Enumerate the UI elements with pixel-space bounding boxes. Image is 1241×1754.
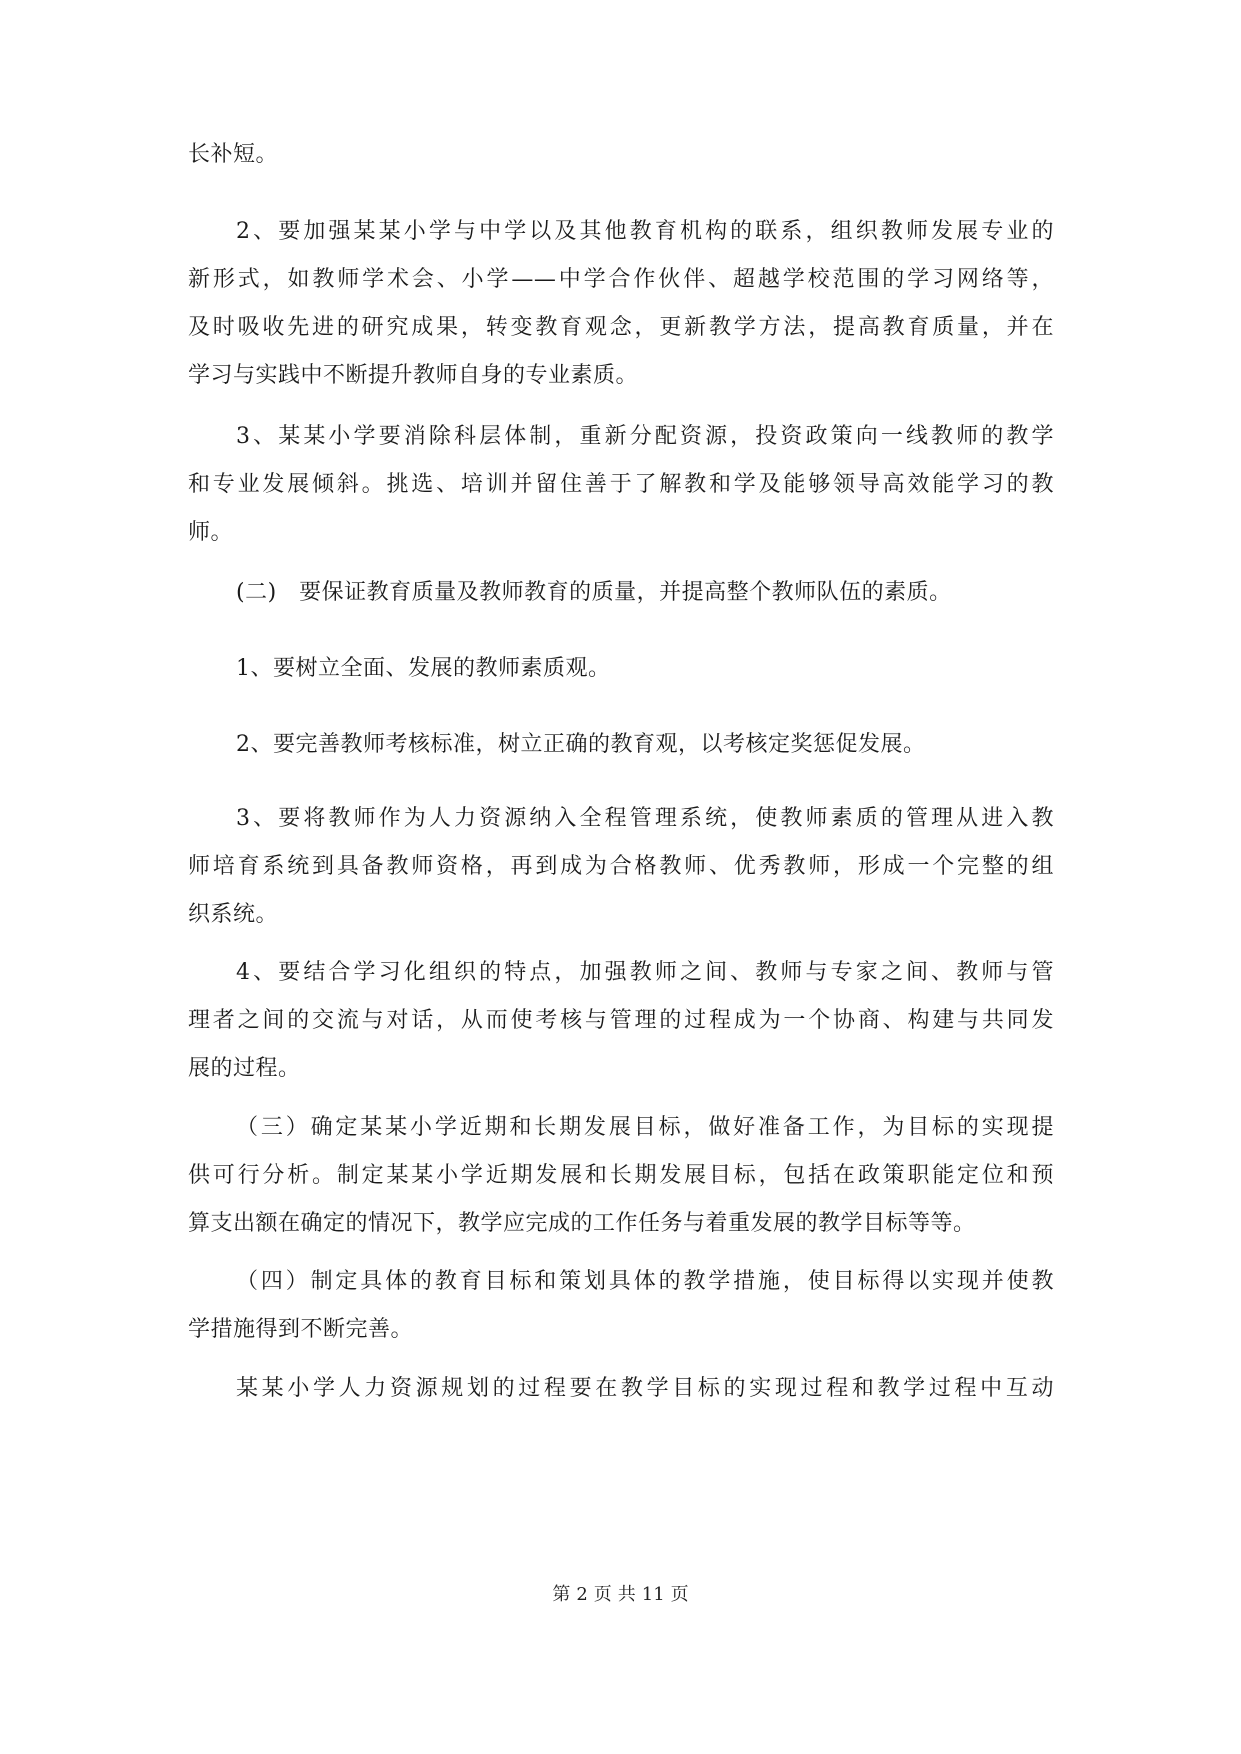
paragraph-continuation [188, 131, 1054, 179]
paragraph-item-2-assessment [188, 721, 1054, 769]
section-heading-2 [188, 569, 1054, 617]
paragraph-line: 及时吸收先进的研究成果，转变教育观念，更新教学方法，提高教育质量，并在 [188, 315, 1054, 340]
paragraph-item-3-management [188, 795, 1054, 939]
paragraph-line: （四）制定具体的教育目标和策划具体的教学措施，使目标得以实现并使教 [236, 1269, 1054, 1294]
paragraph-item-3-bureaucracy [188, 413, 1054, 557]
paragraph-line: 学习与实践中不断提升教师自身的专业素质。 [188, 363, 639, 388]
paragraph-line: 和专业发展倾斜。挑选、培训并留住善于了解教和学及能够领导高效能学习的教 [188, 472, 1054, 497]
paragraph-line: 学措施得到不断完善。 [188, 1317, 414, 1342]
paragraph-line: 3、某某小学要消除科层体制，重新分配资源，投资政策向一线教师的教学 [236, 424, 1054, 449]
section-heading-4 [188, 1258, 1054, 1354]
paragraph-item-1-quality-view [188, 645, 1054, 693]
paragraph-line: 新形式，如教师学术会、小学——中学合作伙伴、超越学校范围的学习网络等， [188, 267, 1054, 292]
paragraph-line: 2、要加强某某小学与中学以及其他教育机构的联系，组织教师发展专业的 [236, 219, 1054, 244]
paragraph-line: 师。 [188, 520, 234, 545]
paragraph-line: 供可行分析。制定某某小学近期发展和长期发展目标，包括在政策职能定位和预 [188, 1163, 1054, 1188]
paragraph-line: 师培育系统到具备教师资格，再到成为合格教师、优秀教师，形成一个完整的组 [188, 854, 1054, 879]
paragraph-line: 展的过程。 [188, 1056, 301, 1081]
paragraph-hr-planning [188, 1365, 1054, 1413]
paragraph-line: 长补短。 [188, 142, 279, 167]
footer-suffix: 页 [670, 1584, 689, 1605]
paragraph-item-2-contact [188, 208, 1054, 400]
footer-total-word: 共 [617, 1584, 636, 1605]
paragraph-line: 算支出额在确定的情况下，教学应完成的工作任务与着重发展的教学目标等等。 [188, 1211, 976, 1236]
paragraph-line: (二) 要保证教育质量及教师教育的质量，并提高整个教师队伍的素质。 [236, 580, 952, 605]
footer-prefix: 第 [552, 1584, 571, 1605]
paragraph-line: 4、要结合学习化组织的特点，加强教师之间、教师与专家之间、教师与管 [236, 960, 1054, 985]
footer-page-word: 页 [593, 1584, 612, 1605]
paragraph-line: （三）确定某某小学近期和长期发展目标，做好准备工作，为目标的实现提 [236, 1115, 1054, 1140]
footer-total-pages: 11 [641, 1584, 665, 1605]
section-heading-3 [188, 1104, 1054, 1248]
paragraph-item-4-learning-org [188, 949, 1054, 1093]
footer-current-page: 2 [576, 1584, 588, 1605]
page-footer [0, 1583, 1241, 1607]
paragraph-line: 织系统。 [188, 902, 279, 927]
paragraph-line: 1、要树立全面、发展的教师素质观。 [236, 656, 611, 681]
paragraph-line: 理者之间的交流与对话，从而使考核与管理的过程成为一个协商、构建与共同发 [188, 1008, 1054, 1033]
paragraph-line: 3、要将教师作为人力资源纳入全程管理系统，使教师素质的管理从进入教 [236, 806, 1054, 831]
paragraph-line: 某某小学人力资源规划的过程要在教学目标的实现过程和教学过程中互动 [236, 1376, 1054, 1401]
paragraph-line: 2、要完善教师考核标准，树立正确的教育观，以考核定奖惩促发展。 [236, 732, 926, 757]
